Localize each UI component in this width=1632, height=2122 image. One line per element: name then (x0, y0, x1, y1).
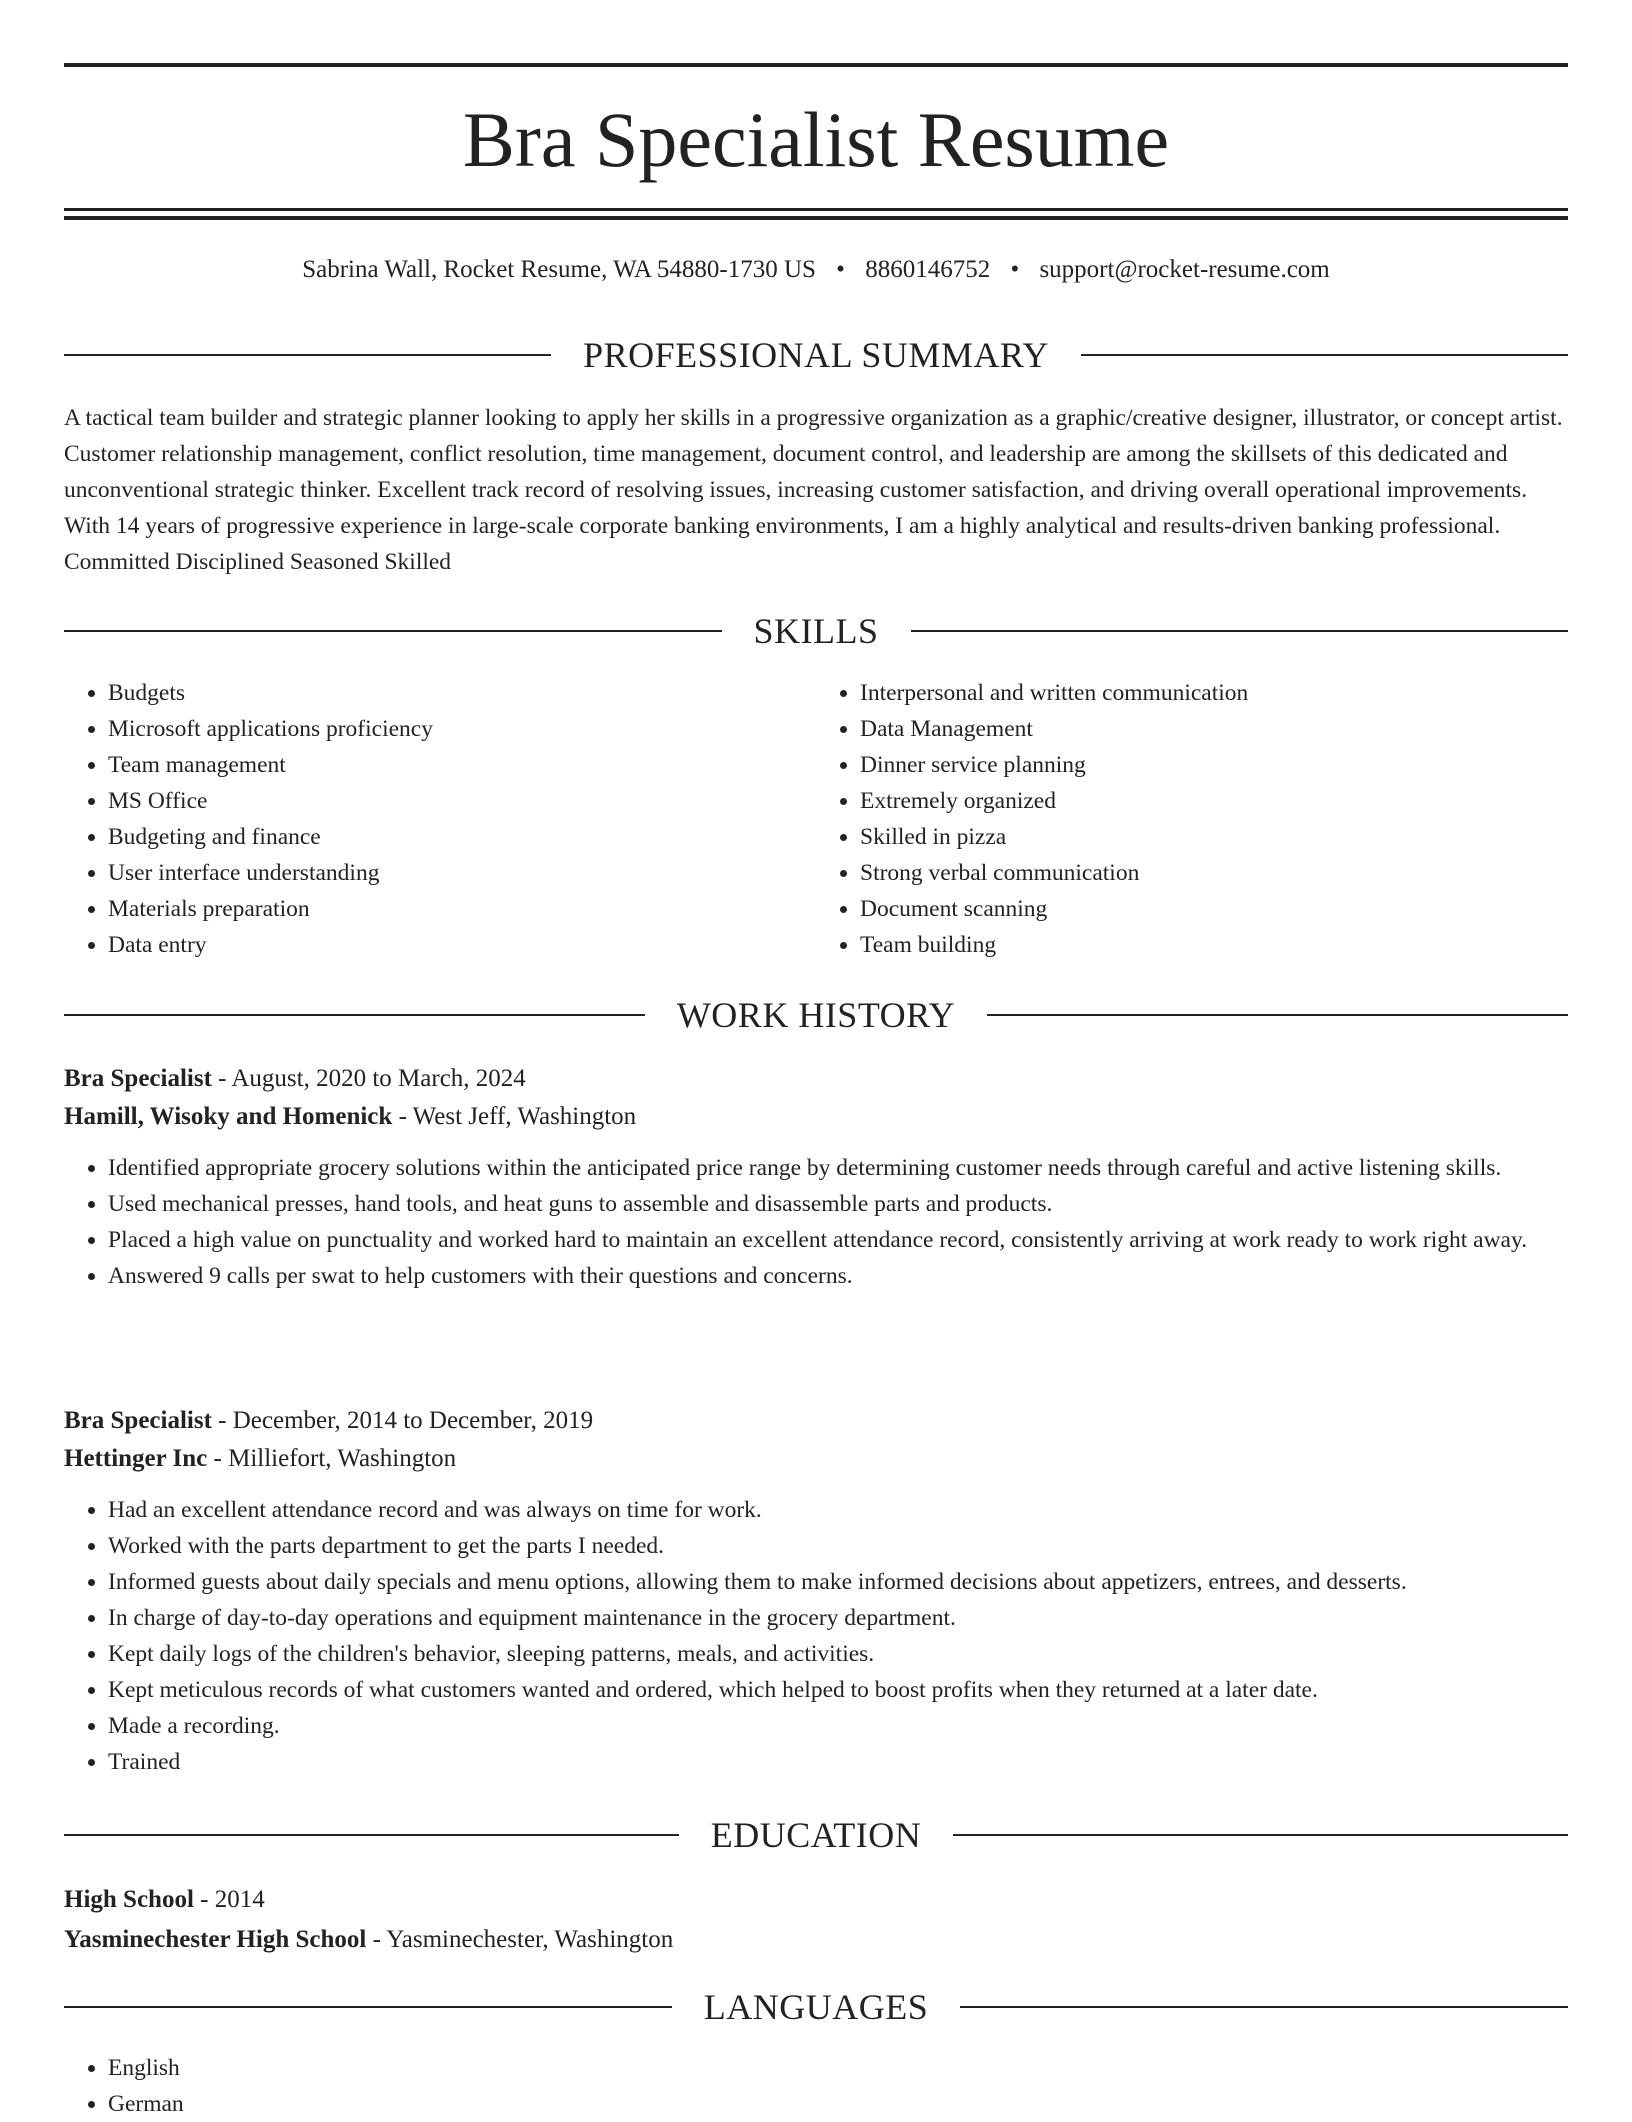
duty-item: • Trained (108, 1744, 1568, 1780)
duty-item: • Used mechanical presses, hand tools, and heat guns to assemble and disassemble parts and products. (108, 1186, 1568, 1222)
contact-phone: 8860146752 (865, 256, 991, 283)
section-title: LANGUAGES (703, 1987, 929, 2027)
job-location: - West Jeff, Washington (392, 1103, 637, 1130)
resume-title: Bra Specialist Resume (462, 96, 1170, 183)
section-heading-summary (64, 333, 1568, 377)
skill-item: • Data entry (108, 927, 816, 963)
education-entry (64, 1880, 1568, 1960)
contact-address: Sabrina Wall, Rocket Resume, WA 54880-1730 US (302, 256, 816, 283)
skill-item: • Team building (860, 927, 1568, 963)
duty-item: • In charge of day-to-day operations and equipment maintenance in the grocery department. (108, 1600, 1568, 1636)
skill-item: • Strong verbal communication (860, 855, 1568, 891)
skills-column-left (64, 675, 816, 963)
heading-rule (987, 1014, 1568, 1016)
duty-item: • Kept daily logs of the children's behavior, sleeping patterns, meals, and activities. (108, 1636, 1568, 1672)
heading-rule (911, 630, 1569, 632)
section-title: WORK HISTORY (676, 995, 956, 1035)
education-degree: High School (64, 1886, 194, 1913)
heading-rule (64, 1834, 679, 1836)
job-dates: - December, 2014 to December, 2019 (211, 1407, 594, 1434)
skill-item: • Dinner service planning (860, 747, 1568, 783)
skill-item: • Extremely organized (860, 783, 1568, 819)
skill-item: • Budgets (108, 675, 816, 711)
heading-rule (64, 630, 722, 632)
section-heading-work (64, 993, 1568, 1037)
job-company: Hamill, Wisoky and Homenick (64, 1103, 393, 1130)
skill-item: • Skilled in pizza (860, 819, 1568, 855)
skill-item: • User interface understanding (108, 855, 816, 891)
skills-list (64, 675, 1568, 963)
contact-separator: • (836, 256, 845, 283)
heading-rule (1081, 354, 1568, 356)
section-title: SKILLS (753, 611, 879, 651)
languages-list (64, 2050, 1568, 2122)
duty-item: • Had an excellent attendance record and was always on time for work. (108, 1492, 1568, 1528)
education-year: - 2014 (193, 1886, 265, 1913)
section-heading-languages (64, 1985, 1568, 2029)
contact-line (64, 254, 1568, 286)
language-item: • English (108, 2050, 1568, 2086)
job-dates: - August, 2020 to March, 2024 (211, 1065, 526, 1092)
job-entry (64, 1402, 1568, 1780)
summary-text: A tactical team builder and strategic planner looking to apply her skills in a progressive organization as a graphic/creative designer, illustrator, or concept artist. Customer relationship management, conflict resolution, time management, document control, and leadership are among the skillsets of this dedicated and unconventional strategic thinker. Excellent track record of resolving issues, increasing customer satisfaction, and driving overall operational improvements. With 14 years of progressive experience in large-scale corporate banking environments, I am a highly analytical and results-driven banking professional. Committed Disciplined Seasoned Skilled (64, 405, 1563, 575)
skill-item: • Interpersonal and written communication (860, 675, 1568, 711)
skill-item: • Materials preparation (108, 891, 816, 927)
job-duties (64, 1492, 1568, 1780)
duty-item: • Kept meticulous records of what customers wanted and ordered, which helped to boost profits when they returned at a later date. (108, 1672, 1568, 1708)
duty-item: • Worked with the parts department to get the parts I needed. (108, 1528, 1568, 1564)
section-title: PROFESSIONAL SUMMARY (583, 335, 1049, 375)
duty-item: • Identified appropriate grocery solutions within the anticipated price range by determining customer needs through careful and active listening skills. (108, 1150, 1568, 1186)
education-school: Yasminechester High School (64, 1926, 367, 1953)
job-company-line (64, 1098, 1568, 1136)
language-item: • German (108, 2086, 1568, 2122)
job-entry (64, 1060, 1568, 1294)
job-company: Hettinger Inc (64, 1445, 208, 1472)
skill-item: • MS Office (108, 783, 816, 819)
title-double-rule (64, 208, 1568, 220)
education-location: - Yasminechester, Washington (366, 1926, 674, 1953)
heading-rule (64, 354, 551, 356)
top-rule (64, 63, 1568, 67)
job-location: - Milliefort, Washington (207, 1445, 457, 1472)
section-title: EDUCATION (710, 1815, 922, 1855)
heading-rule (64, 1014, 645, 1016)
job-role: Bra Specialist (64, 1407, 212, 1434)
job-duties (64, 1150, 1568, 1294)
languages-bullets (64, 2050, 1568, 2122)
heading-rule (960, 2006, 1568, 2008)
heading-rule (953, 1834, 1568, 1836)
contact-separator: • (1010, 256, 1020, 283)
skills-column-right (816, 675, 1568, 963)
skill-item: • Document scanning (860, 891, 1568, 927)
job-title-line (64, 1402, 1568, 1440)
contact-email: support@rocket-resume.com (1039, 256, 1330, 283)
education-school-line (64, 1920, 1568, 1960)
skill-item: • Budgeting and finance (108, 819, 816, 855)
job-company-line (64, 1440, 1568, 1478)
skill-item: • Microsoft applications proficiency (108, 711, 816, 747)
education-degree-line (64, 1880, 1568, 1920)
duty-item: • Answered 9 calls per swat to help customers with their questions and concerns. (108, 1258, 1568, 1294)
duty-item: • Informed guests about daily specials and menu options, allowing them to make informed decisions about appetizers, entrees, and desserts. (108, 1564, 1568, 1600)
job-title-line (64, 1060, 1568, 1098)
section-heading-skills (64, 609, 1568, 653)
duty-item: • Made a recording. (108, 1708, 1568, 1744)
duty-item: • Placed a high value on punctuality and worked hard to maintain an excellent attendance record, consistently arriving at work ready to work right away. (108, 1222, 1568, 1258)
section-heading-education (64, 1813, 1568, 1857)
job-role: Bra Specialist (64, 1065, 212, 1092)
skill-item: • Team management (108, 747, 816, 783)
heading-rule (64, 2006, 672, 2008)
skill-item: • Data Management (860, 711, 1568, 747)
